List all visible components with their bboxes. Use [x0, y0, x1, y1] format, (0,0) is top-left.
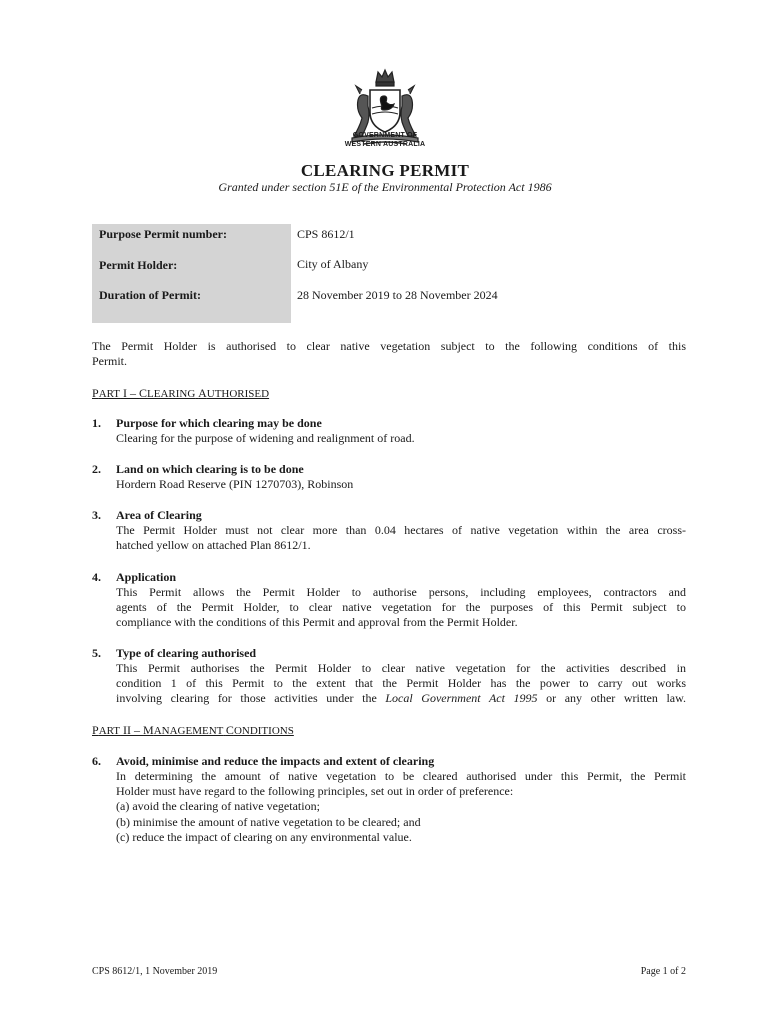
condition-2-number: 2.: [92, 462, 101, 476]
permit-holder-value: City of Albany: [297, 257, 369, 271]
condition-6-number: 6.: [92, 754, 101, 768]
condition-4-heading: Application: [116, 570, 177, 584]
gov-line-2: WESTERN AUSTRALIA: [344, 141, 426, 148]
condition-4-number: 4.: [92, 570, 101, 584]
part-2-heading: PART II – MANAGEMENT CONDITIONS: [92, 723, 294, 737]
condition-6-heading: Avoid, minimise and reduce the impacts and extent of clearing: [116, 754, 435, 768]
condition-6-item-a: (a) avoid the clearing of native vegetation;: [116, 799, 320, 813]
condition-2-text: Hordern Road Reserve (PIN 1270703), Robinson: [116, 477, 354, 491]
condition-1-text: Clearing for the purpose of widening and realignment of road.: [116, 431, 415, 445]
condition-4-line-3: compliance with the conditions of this Permit and approval from the Permit Holder.: [116, 615, 518, 629]
duration-value: 28 November 2019 to 28 November 2024: [297, 288, 498, 302]
legislation-reference: Local Government Act 1995: [385, 691, 538, 705]
condition-6-line-1: In determining the amount of native vegetation to be cleared authorised under this Permit, the Permit: [116, 769, 686, 783]
intro-line-2: Permit.: [92, 354, 127, 368]
condition-6-item-c: (c) reduce the impact of clearing on any environmental value.: [116, 830, 412, 844]
condition-3-line-1: The Permit Holder must not clear more than 0.04 hectares of native vegetation within the area cross-: [116, 523, 686, 537]
condition-1-heading: Purpose for which clearing may be done: [116, 416, 322, 430]
page-subtitle: Granted under section 51E of the Environmental Protection Act 1986: [218, 180, 552, 194]
page-title: CLEARING PERMIT: [300, 161, 470, 180]
permit-number-label: Purpose Permit number:: [99, 227, 227, 241]
permit-holder-label: Permit Holder:: [99, 258, 178, 272]
condition-5-line-1: This Permit authorises the Permit Holder to clear native vegetation for the activities described in: [116, 661, 686, 675]
gov-line-1: GOVERNMENT OF: [352, 132, 418, 139]
condition-6-item-b: (b) minimise the amount of native vegetation to be cleared; and: [116, 815, 421, 829]
condition-5-heading: Type of clearing authorised: [116, 646, 257, 660]
condition-3-heading: Area of Clearing: [116, 508, 202, 522]
condition-6-line-2: Holder must have regard to the following principles, set out in order of preference:: [116, 784, 514, 798]
permit-number-value: CPS 8612/1: [297, 227, 355, 241]
condition-3-line-2: hatched yellow on attached Plan 8612/1.: [116, 538, 311, 552]
intro-line-1: The Permit Holder is authorised to clear native vegetation subject to the following conditions of this: [92, 339, 686, 353]
condition-1-number: 1.: [92, 416, 101, 430]
page-number: Page 1 of 2: [640, 966, 686, 977]
part-1-heading: PART I – CLEARING AUTHORISED: [92, 386, 270, 400]
condition-4-line-2: agents of the Permit Holder, to clear native vegetation for the purposes of this Permit subject to: [116, 600, 686, 614]
footer-reference: CPS 8612/1, 1 November 2019: [92, 966, 218, 977]
condition-5-number: 5.: [92, 646, 101, 660]
condition-4-line-1: This Permit allows the Permit Holder to authorise persons, including employees, contractors and: [116, 585, 686, 599]
condition-5-line-3: involving clearing for those activities under the Local Government Act 1995 or any other written law.: [116, 691, 687, 705]
condition-3-number: 3.: [92, 508, 101, 522]
condition-5-line-2: condition 1 of this Permit to the extent that the Permit Holder has the power to carry out works: [116, 676, 686, 690]
condition-2-heading: Land on which clearing is to be done: [116, 462, 304, 476]
duration-label: Duration of Permit:: [99, 288, 201, 302]
